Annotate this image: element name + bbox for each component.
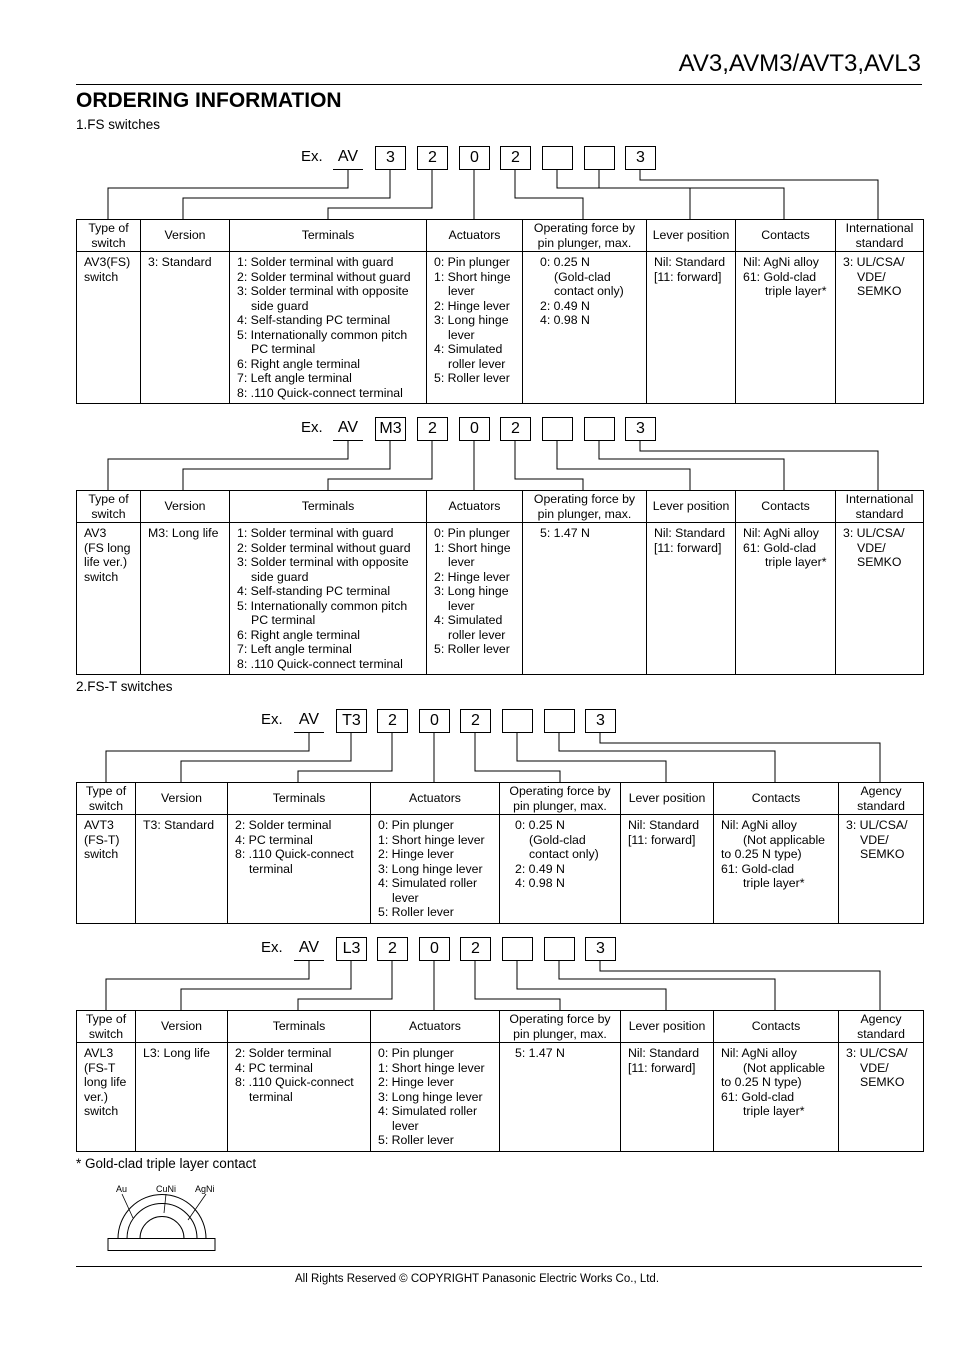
cell-version: T3: Standard bbox=[136, 815, 228, 924]
cell-contacts: Nil: AgNi alloy (Not applicable to 0.25 N type) 61: Gold-clad triple layer* bbox=[714, 1043, 839, 1152]
cell-standard: 3: UL/CSA/ VDE/ SEMKO bbox=[839, 1043, 924, 1152]
code-box-terminal: 2 bbox=[377, 709, 408, 733]
col-force: Operating force by pin plunger, max. bbox=[500, 1011, 621, 1043]
code-prefix: AV bbox=[337, 419, 359, 436]
col-force: Operating force by pin plunger, max. bbox=[523, 220, 647, 252]
cell-version: M3: Long life bbox=[141, 523, 230, 675]
col-actuators: Actuators bbox=[371, 1011, 500, 1043]
code-box-force: 2 bbox=[500, 417, 531, 441]
code-box-standard: 3 bbox=[585, 937, 616, 961]
example-label: Ex. bbox=[301, 419, 323, 436]
code-box-version: T3 bbox=[336, 709, 367, 733]
layer-label-agni: AgNi bbox=[195, 1184, 215, 1194]
col-version: Version bbox=[136, 1011, 228, 1043]
col-version: Version bbox=[136, 783, 228, 815]
contact-layer-diagram bbox=[100, 1180, 230, 1255]
example-label: Ex. bbox=[261, 939, 283, 956]
cell-standard: 3: UL/CSA/ VDE/ SEMKO bbox=[836, 523, 924, 675]
cell-lever: Nil: Standard [11: forward] bbox=[647, 252, 736, 404]
code-box-actuator: 0 bbox=[419, 937, 450, 961]
col-terminals: Terminals bbox=[230, 220, 427, 252]
col-terminals: Terminals bbox=[228, 783, 371, 815]
footnote: * Gold-clad triple layer contact bbox=[76, 1156, 257, 1171]
code-box-force: 2 bbox=[460, 709, 491, 733]
col-type: Type of switch bbox=[77, 220, 141, 252]
layer-label-au: Au bbox=[116, 1184, 128, 1194]
example-label: Ex. bbox=[301, 148, 323, 165]
section-title: ORDERING INFORMATION bbox=[76, 89, 342, 112]
cell-contacts: Nil: AgNi alloy (Not applicable to 0.25 N type) 61: Gold-clad triple layer* bbox=[714, 815, 839, 924]
code-box-force: 2 bbox=[460, 937, 491, 961]
col-standard: International standard bbox=[836, 491, 924, 523]
cell-terminals: 2: Solder terminal 4: PC terminal 8: .110 Quick-connect terminal bbox=[228, 815, 371, 924]
col-contacts: Contacts bbox=[736, 491, 836, 523]
col-force: Operating force by pin plunger, max. bbox=[500, 783, 621, 815]
cell-type: AV3(FS) switch bbox=[77, 252, 141, 404]
example-label: Ex. bbox=[261, 711, 283, 728]
col-lever: Lever position bbox=[621, 783, 714, 815]
col-type: Type of switch bbox=[77, 1011, 136, 1043]
col-contacts: Contacts bbox=[714, 1011, 839, 1043]
table-row bbox=[77, 1043, 924, 1152]
col-standard: Agency standard bbox=[839, 783, 924, 815]
code-box-standard: 3 bbox=[625, 146, 656, 170]
code-box-force: 2 bbox=[500, 146, 531, 170]
code-box-actuator: 0 bbox=[459, 146, 490, 170]
cell-terminals: 1: Solder terminal with guard 2: Solder terminal without guard 3: Solder terminal with opposite side guard 4: Self-standing PC terminal 5: Internationally common pitch PC terminal 6: Right angle terminal 7: Left angle terminal 8: .110 Quick-connect terminal bbox=[230, 523, 427, 675]
cell-terminals: 1: Solder terminal with guard 2: Solder terminal without guard 3: Solder terminal with opposite side guard 4: Self-standing PC terminal 5: Internationally common pitch PC terminal 6: Right angle terminal 7: Left angle terminal 8: .110 Quick-connect terminal bbox=[230, 252, 427, 404]
cell-standard: 3: UL/CSA/ VDE/ SEMKO bbox=[839, 815, 924, 924]
cell-type: AVT3 (FS-T) switch bbox=[77, 815, 136, 924]
cell-force: 0: 0.25 N (Gold-clad contact only) 2: 0.49 N 4: 0.98 N bbox=[500, 815, 621, 924]
code-box-terminal: 2 bbox=[417, 417, 448, 441]
table-header-row bbox=[77, 1011, 924, 1043]
cell-contacts: Nil: AgNi alloy 61: Gold-clad triple layer* bbox=[736, 523, 836, 675]
col-contacts: Contacts bbox=[714, 783, 839, 815]
col-lever: Lever position bbox=[647, 491, 736, 523]
cell-actuators: 0: Pin plunger 1: Short hinge lever 2: Hinge lever 3: Long hinge lever 4: Simulated roller lever 5: Roller lever bbox=[427, 252, 523, 404]
cell-force: 0: 0.25 N (Gold-clad contact only) 2: 0.49 N 4: 0.98 N bbox=[523, 252, 647, 404]
fst-long-life-spec-table bbox=[76, 1010, 924, 1152]
col-standard: International standard bbox=[836, 220, 924, 252]
cell-version: 3: Standard bbox=[141, 252, 230, 404]
code-box-actuator: 0 bbox=[419, 709, 450, 733]
cell-lever: Nil: Standard [11: forward] bbox=[621, 815, 714, 924]
code-prefix: AV bbox=[298, 939, 320, 956]
cell-type: AVL3 (FS-T long life ver.) switch bbox=[77, 1043, 136, 1152]
cell-actuators: 0: Pin plunger 1: Short hinge lever 2: Hinge lever 3: Long hinge lever 4: Simulated roller lever 5: Roller lever bbox=[427, 523, 523, 675]
footer-divider bbox=[76, 1266, 922, 1267]
cell-actuators: 0: Pin plunger 1: Short hinge lever 2: Hinge lever 3: Long hinge lever 4: Simulated roller lever 5: Roller lever bbox=[371, 1043, 500, 1152]
layer-label-cuni: CuNi bbox=[156, 1184, 177, 1194]
cell-version: L3: Long life bbox=[136, 1043, 228, 1152]
col-terminals: Terminals bbox=[230, 491, 427, 523]
code-box-standard: 3 bbox=[585, 709, 616, 733]
col-lever: Lever position bbox=[647, 220, 736, 252]
code-box-version: L3 bbox=[336, 937, 367, 961]
col-lever: Lever position bbox=[621, 1011, 714, 1043]
col-actuators: Actuators bbox=[427, 220, 523, 252]
col-actuators: Actuators bbox=[371, 783, 500, 815]
code-prefix: AV bbox=[298, 711, 320, 728]
col-version: Version bbox=[141, 491, 230, 523]
col-actuators: Actuators bbox=[427, 491, 523, 523]
cell-actuators: 0: Pin plunger 1: Short hinge lever 2: Hinge lever 3: Long hinge lever 4: Simulated roller lever 5: Roller lever bbox=[371, 815, 500, 924]
col-force: Operating force by pin plunger, max. bbox=[523, 491, 647, 523]
code-box-terminal: 2 bbox=[417, 146, 448, 170]
code-box-version: 3 bbox=[375, 146, 406, 170]
cell-lever: Nil: Standard [11: forward] bbox=[621, 1043, 714, 1152]
col-terminals: Terminals bbox=[228, 1011, 371, 1043]
col-version: Version bbox=[141, 220, 230, 252]
subsection-fs-title: 1.FS switches bbox=[76, 117, 161, 132]
code-box-standard: 3 bbox=[625, 417, 656, 441]
cell-force: 5: 1.47 N bbox=[500, 1043, 621, 1152]
cell-type: AV3 (FS long life ver.) switch bbox=[77, 523, 141, 675]
col-type: Type of switch bbox=[77, 783, 136, 815]
cell-force: 5: 1.47 N bbox=[523, 523, 647, 675]
cell-contacts: Nil: AgNi alloy 61: Gold-clad triple layer* bbox=[736, 252, 836, 404]
subsection-fst-title: 2.FS-T switches bbox=[76, 679, 173, 694]
code-box-version: M3 bbox=[375, 417, 406, 441]
col-type: Type of switch bbox=[77, 491, 141, 523]
cell-terminals: 2: Solder terminal 4: PC terminal 8: .110 Quick-connect terminal bbox=[228, 1043, 371, 1152]
copyright-text: All Rights Reserved © COPYRIGHT Panasonic Electric Works Co., Ltd. bbox=[294, 1273, 660, 1285]
cell-lever: Nil: Standard [11: forward] bbox=[647, 523, 736, 675]
cell-standard: 3: UL/CSA/ VDE/ SEMKO bbox=[836, 252, 924, 404]
col-contacts: Contacts bbox=[736, 220, 836, 252]
col-standard: Agency standard bbox=[839, 1011, 924, 1043]
code-prefix: AV bbox=[337, 148, 359, 165]
document-title: AV3,AVM3/AVT3,AVL3 bbox=[678, 50, 921, 77]
code-box-terminal: 2 bbox=[377, 937, 408, 961]
code-box-actuator: 0 bbox=[459, 417, 490, 441]
